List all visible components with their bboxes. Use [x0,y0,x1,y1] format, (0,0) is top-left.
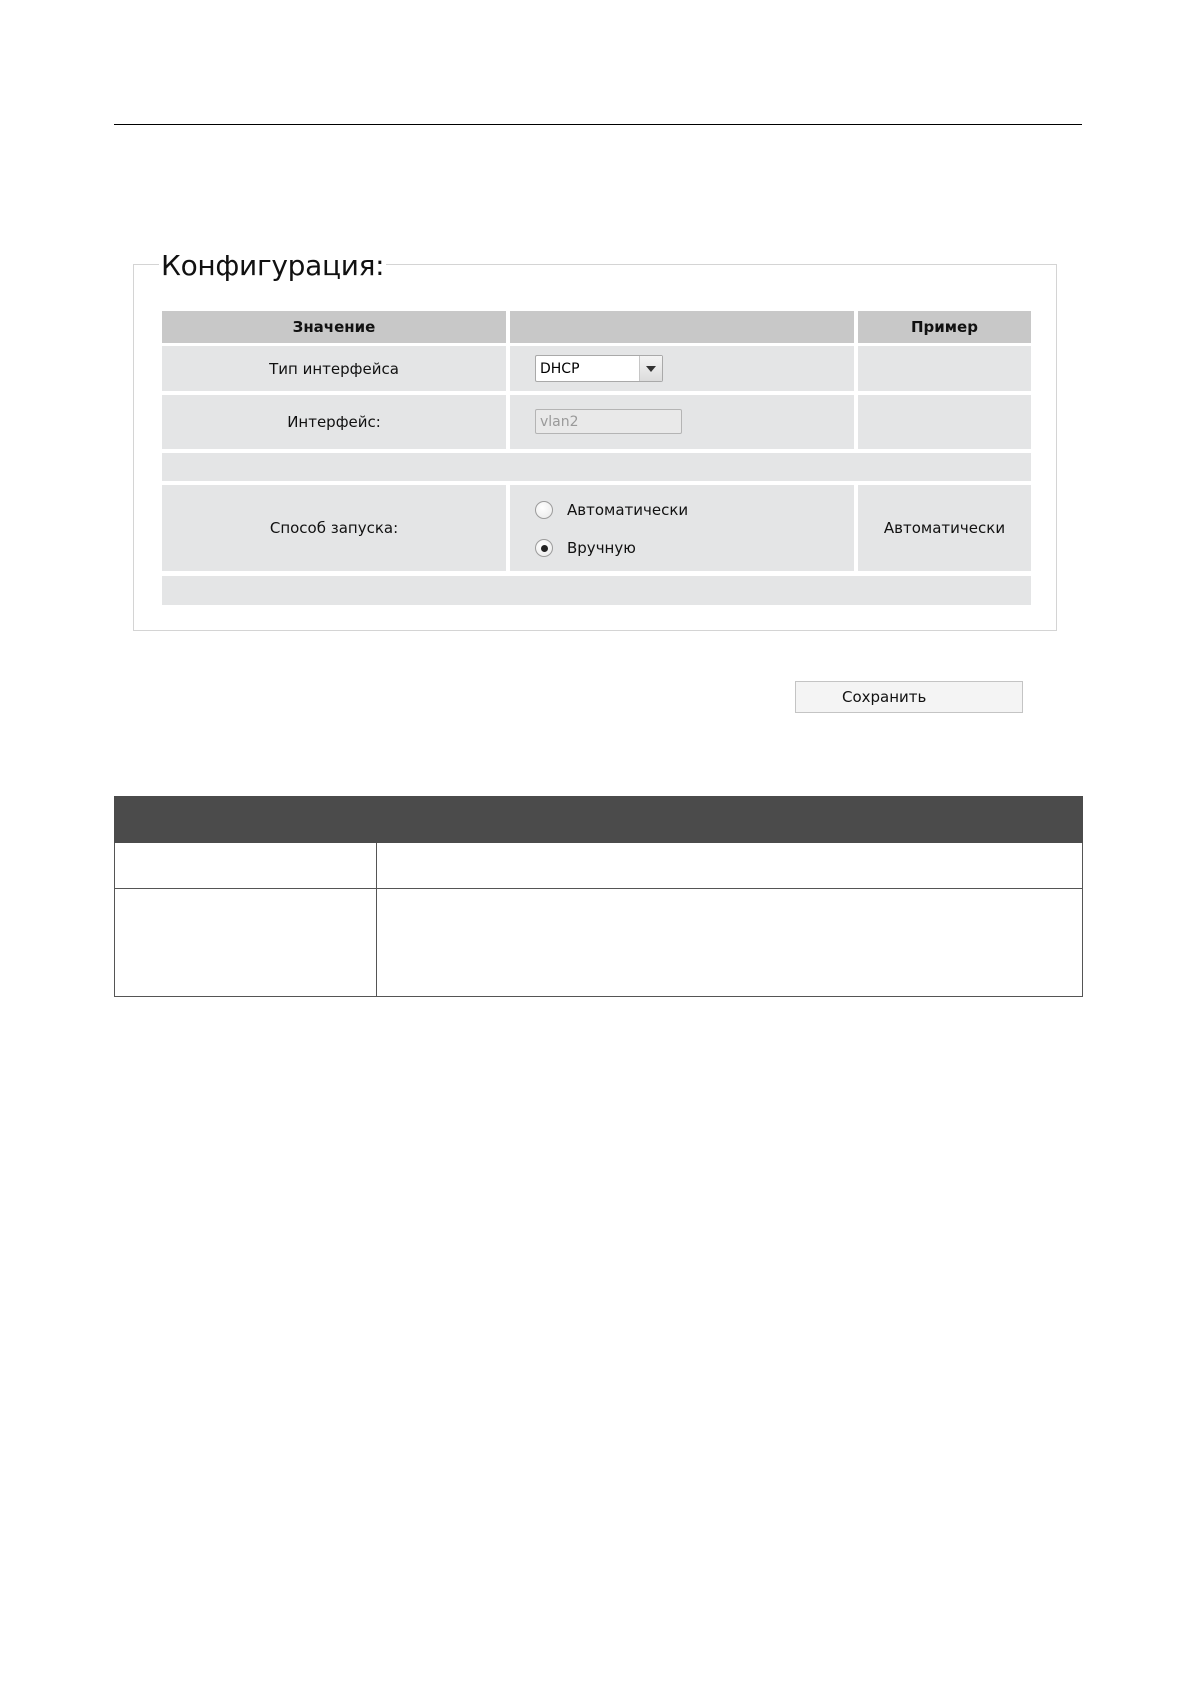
interface-type-select[interactable] [535,355,663,382]
table-row [115,843,1083,889]
launch-mode-control-cell [510,485,854,571]
configuration-title: Конфигурация: [161,249,385,282]
column-header-example: Пример [858,311,1031,343]
launch-mode-option-manual[interactable] [535,539,636,557]
radio-selected-dot [541,545,548,552]
table-cell [115,889,377,997]
radio-manual-label: Вручную [567,539,636,557]
interface-input[interactable] [535,409,682,434]
table-cell [115,843,377,889]
interface-type-selected-value: DHCP [540,360,580,377]
radio-manual[interactable] [535,539,553,557]
launch-mode-label: Способ запуска: [162,485,506,571]
radio-auto[interactable] [535,501,553,519]
launch-mode-option-auto[interactable] [535,501,688,519]
column-header-setting [510,311,854,343]
table-row [115,889,1083,997]
chevron-down-icon[interactable] [639,356,662,381]
description-header-description [377,797,1083,843]
interface-example [858,395,1031,449]
radio-auto-label: Автоматически [567,501,689,519]
launch-mode-example: Автоматически [858,485,1031,571]
separator-row [162,453,1031,481]
description-table [114,796,1083,997]
column-header-value: Значение [162,311,506,343]
table-cell [377,889,1083,997]
footer-row [162,576,1031,605]
interface-type-label: Тип интерфейса [162,346,506,391]
description-table-header [115,797,1083,843]
table-cell [377,843,1083,889]
page-top-rule [114,124,1082,125]
description-header-parameter [115,797,377,843]
save-button[interactable]: Сохранить [795,681,1023,713]
interface-label: Интерфейс: [162,395,506,449]
interface-type-example [858,346,1031,391]
